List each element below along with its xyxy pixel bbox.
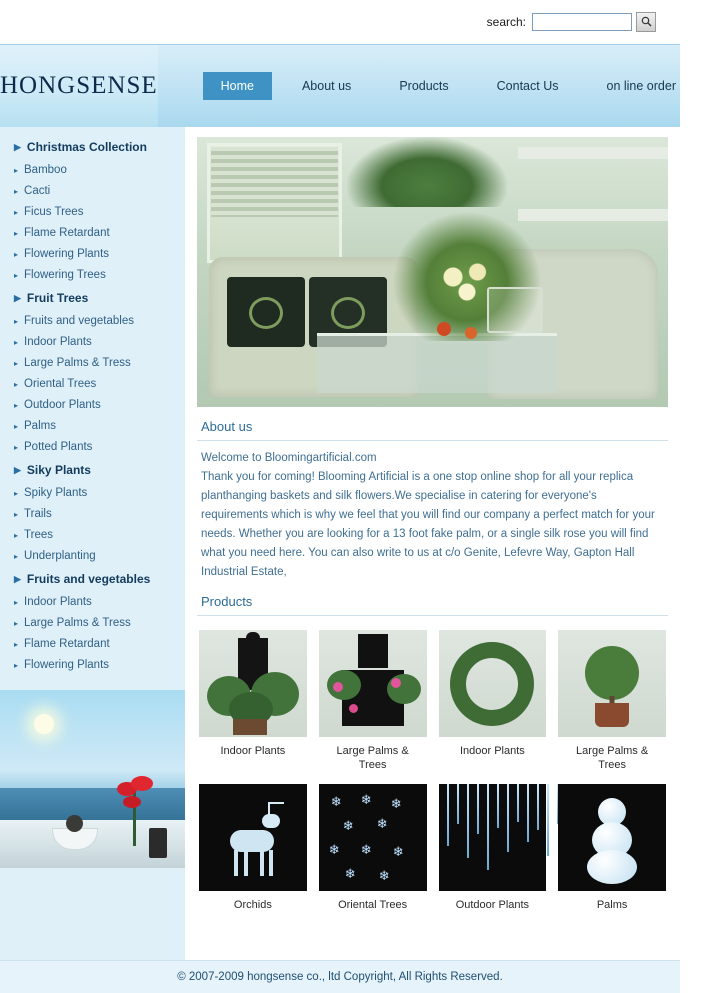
product-thumbnail-snowflake-lights[interactable]: ❄ ❄ ❄ ❄ ❄ ❄ ❄ ❄ ❄ ❄ [319,784,427,891]
chevron-right-icon: ▶ [14,142,21,152]
product-card[interactable] [319,630,427,776]
logo[interactable] [0,45,158,127]
sidebar-item-label: Flowering Plants [24,659,110,671]
sidebar-promo-image [0,690,185,868]
deer-leg [269,850,273,876]
sidebar-item-flowering-trees[interactable] [0,265,185,286]
cushion-pattern [331,297,365,329]
sidebar-item-label: Indoor Plants [24,596,92,608]
sidebar-item-label: Fruits and vegetables [26,572,151,586]
sidebar-item-label: Outdoor Plants [24,399,101,411]
chevron-right-icon: ▸ [14,422,19,431]
deer-leg [234,850,238,876]
product-thumbnail-light-deer[interactable] [199,784,307,891]
chevron-right-icon: ▸ [14,552,19,561]
chevron-right-icon: ▶ [14,293,21,303]
product-card[interactable] [439,630,547,776]
sidebar-item-label: Potted Plants [24,441,93,453]
hero-banner-image [197,137,668,407]
deer-body [230,830,274,852]
sidebar-item-outdoor-plants[interactable] [0,395,185,416]
chevron-right-icon: ▸ [14,443,19,452]
sidebar-item-label: Large Palms & Tress [24,617,131,629]
about-welcome-line: Welcome to Bloomingartificial.com [201,452,377,464]
sidebar-item-oriental-trees[interactable] [0,374,185,395]
sidebar-item-ficus-trees[interactable] [0,202,185,223]
about-section-title: About us [197,407,668,441]
product-caption: Palms [596,899,628,911]
glass-table [317,333,557,393]
hanging-plant [347,137,507,207]
petal [131,776,153,791]
chevron-right-icon: ▸ [14,317,19,326]
product-caption: Large Palms & Trees [336,745,409,771]
chevron-right-icon: ▸ [14,619,19,628]
deer-head [262,814,280,828]
nav-item-online-order[interactable]: on line order [606,79,676,93]
search-icon [641,15,652,30]
product-caption: Indoor Plants [220,745,286,757]
chevron-right-icon: ▸ [14,640,19,649]
dark-sphere [66,815,83,832]
snowman-base [587,850,637,884]
sidebar-item-label: Siky Plants [26,463,91,477]
chevron-right-icon: ▸ [14,661,19,670]
sidebar-item-label: Flowering Trees [24,269,106,281]
about-body-text: Thank you for coming! Blooming Artificial is a one stop online shop for all your replica planthanging baskets and silk flowers.We specialise in catering for everyone's requirements which is why we feel that you will find our company a perfect match for your needs. Whether you are looking for a 13 foot fake palm, or a single silk rose you will find what you need here. You can also write to us at c/o Genite, Lefevre Way, Gapton Hall Industrial Estate, [201,471,655,578]
chevron-right-icon: ▶ [14,465,21,475]
nav-item-products[interactable]: Products [399,79,449,93]
product-caption: Outdoor Plants [455,899,530,911]
sidebar-item-label: Flame Retardant [24,638,110,650]
deer-leg [260,850,264,876]
sidebar-item-label: Flame Retardant [24,227,110,239]
product-thumbnail-icicle-lights[interactable] [439,784,547,891]
search-input[interactable] [532,13,632,31]
sidebar-item-palms[interactable] [0,416,185,437]
product-thumbnail-black-planter-flowers[interactable] [319,630,427,737]
chevron-right-icon: ▸ [14,401,19,410]
sidebar-item-fruits-and-vegetables-main[interactable] [0,567,185,592]
chevron-right-icon: ▸ [14,598,19,607]
chevron-right-icon: ▸ [14,271,19,280]
sidebar-item-christmas-collection[interactable] [0,135,185,160]
sidebar-item-label: Trees [24,529,53,541]
sidebar-item-label: Fruit Trees [26,291,89,305]
fruit [465,327,477,339]
cushion-pattern [249,297,283,329]
product-caption: Large Palms & Trees [576,745,649,771]
top-search-bar [0,0,680,44]
sidebar-item-bamboo[interactable] [0,160,185,181]
chevron-right-icon: ▸ [14,187,19,196]
petal [123,796,141,808]
product-caption: Indoor Plants [459,745,525,757]
deer-antler [268,802,284,816]
site-footer [0,960,680,993]
products-section-title: Products [197,582,668,616]
sidebar-item-flowering-plants-2[interactable] [0,655,185,676]
nav-item-contact-us[interactable]: Contact Us [496,79,559,93]
sidebar-item-trails[interactable] [0,504,185,525]
chevron-right-icon: ▸ [14,531,19,540]
sidebar-item-flame-retardant-2[interactable] [0,634,185,655]
terracotta-pot [595,703,629,727]
nav-item-home[interactable]: Home [203,72,272,100]
about-section-text [197,449,668,582]
product-thumbnail-topiary-ball[interactable] [558,630,666,737]
product-card[interactable] [199,630,307,776]
sidebar-item-label: Flowering Plants [24,248,110,260]
search-label: search: [486,15,526,29]
sidebar-item-potted-plants[interactable] [0,437,185,458]
shelf [518,147,668,159]
product-thumbnail-light-snowman[interactable] [558,784,666,891]
blinds [211,147,338,217]
sidebar-item-label: Bamboo [24,164,67,176]
sidebar-item-label: Underplanting [24,550,96,562]
topiary-foliage [585,646,639,700]
chevron-right-icon: ▸ [14,510,19,519]
deer-figure [222,802,284,874]
sun-icon [34,714,54,734]
sidebar-item-large-palms-tress-2[interactable] [0,613,185,634]
sidebar-item-label: Cacti [24,185,51,197]
red-flower [113,776,157,846]
chevron-right-icon: ▸ [14,359,19,368]
sidebar-item-trees[interactable] [0,525,185,546]
logo-text: HONGSENSE [0,72,158,99]
sidebar-item-underplanting[interactable] [0,546,185,567]
sidebar-item-indoor-plants[interactable] [0,332,185,353]
chevron-right-icon: ▸ [14,380,19,389]
chevron-right-icon: ▸ [14,489,19,498]
sidebar-item-label: Ficus Trees [24,206,84,218]
sidebar-item-label: Indoor Plants [24,336,92,348]
sidebar-item-fruits-and-vegetables[interactable] [0,311,185,332]
wreath [450,642,534,726]
deer-leg [244,850,248,876]
product-card[interactable] [558,630,666,776]
chevron-right-icon: ▸ [14,250,19,259]
copyright-text: © 2007-2009 hongsense co., ltd Copyright, All Rights Reserved. [177,971,503,983]
chevron-right-icon: ▸ [14,208,19,217]
site-header [0,44,680,127]
sidebar-item-label: Christmas Collection [26,140,147,154]
sidebar-item-label: Palms [24,420,56,432]
product-card[interactable] [558,784,666,916]
sidebar-item-label: Spiky Plants [24,487,88,499]
product-card[interactable] [199,784,307,916]
product-caption: Orchids [233,899,272,911]
sidebar-item-label: Fruits and vegetables [24,315,134,327]
products-grid [197,624,668,916]
nav-item-about-us[interactable]: About us [301,79,352,93]
product-thumbnail-lantern-plant[interactable] [199,630,307,737]
main-navigation [158,45,706,127]
sidebar-item-flame-retardant[interactable] [0,223,185,244]
sidebar-item-label: Trails [24,508,52,520]
product-caption: Oriental Trees [338,899,408,911]
fruit [437,322,451,336]
sidebar [0,127,185,960]
page-body [0,127,680,960]
cake-stand [487,287,543,333]
product-card[interactable] [319,784,427,916]
sidebar-item-cacti[interactable] [0,181,185,202]
sidebar-item-large-palms-tress[interactable] [0,353,185,374]
search-button[interactable] [636,12,656,32]
chevron-right-icon: ▸ [14,338,19,347]
chevron-right-icon: ▸ [14,166,19,175]
product-card[interactable] [439,784,547,916]
sidebar-item-flowering-plants[interactable] [0,244,185,265]
chevron-right-icon: ▶ [14,574,21,584]
sidebar-item-fruit-trees[interactable] [0,286,185,311]
sidebar-item-siky-plants[interactable] [0,458,185,483]
sidebar-item-label: Oriental Trees [24,378,97,390]
sidebar-item-label: Large Palms & Tress [24,357,131,369]
sidebar-item-spiky-plants[interactable] [0,483,185,504]
sidebar-item-indoor-plants-2[interactable] [0,592,185,613]
chevron-right-icon: ▸ [14,229,19,238]
main-content [185,127,680,960]
product-thumbnail-green-wreath[interactable] [439,630,547,737]
